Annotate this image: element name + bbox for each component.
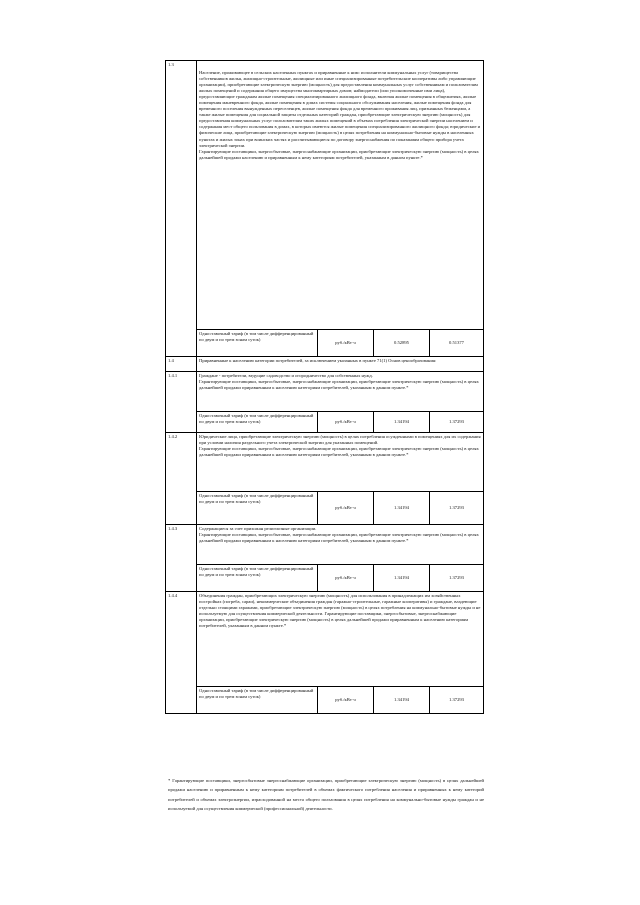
table-row	[166, 433, 484, 492]
supplier-text: Гарантирующие поставщики, энергосбытовые, энергоснабжающие организации, приобретающие электрическую энергию (мощность) в целях дальнейшей продажи приравненным к населению категориям потребителей, указанным в данном пункте.*	[199, 379, 479, 391]
value-cell-1: 1.34194	[374, 565, 430, 592]
supplier-text: Гарантирующие поставщики, энергосбытовые, энергоснабжающие организации, приобретающие электрическую энергию (мощность) в целях дальнейшей продажи приравненным к населению категориям потребителей, указанным в данном пункте.*	[199, 532, 479, 544]
table-row	[166, 61, 484, 330]
value-cell-1: 1.34194	[374, 492, 430, 525]
row-number: 1.4.1	[166, 372, 197, 433]
table-row	[166, 412, 484, 433]
footnote: * Гарантирующие поставщики, энергосбытовые энергоснабжающие организации, приобретающие электрическую энергию (мощность) в целях дальнейшей продажи населению и приравненным к нему категориям потребителей в объемах фактического потребления населения и приравненных к нему категорий потребителей и объемах электроэнергии, израсходованной на места общего пользования в целях потребления на коммунально-бытовые нужды граждан и не используемой для осуществления коммерческой (профессиональной) деятельности.	[168, 778, 484, 811]
table-row	[166, 687, 484, 714]
category-text: Содержащиеся за счет прихожан религиозные организации.	[199, 526, 317, 531]
category-description	[197, 61, 484, 330]
category-description: Приравненные к населению категории потребителей, за исключением указанных в пункте 71(1) Основ ценообразования:	[197, 357, 484, 372]
value-cell-2: 0.51377	[430, 330, 484, 357]
unit-cell: руб./кВт·ч	[318, 330, 374, 357]
value-cell-2: 1.37293	[430, 412, 484, 433]
category-text: Население, проживающее в сельских населенных пунктах и приравненные к ним: исполнители коммунальных услуг (товарищества собственников жилья, жилищно-строительные, жилищные или иные специализированные потребительские кооперативы либо управляющие организации), приобретающие электрическую энергию (мощность) для предоставления коммунальных услуг собственникам и пользователям жилых помещений и содержания общего имущества многоквартирных домов; наймодатели (или уполномоченные ими лица), предоставляющие гражданам жилые помещения специализированного жилищного фонда, включая жилые помещения в общежитиях, жилые помещения маневренного фонда, жилые помещения в домах системы социального обслуживания населения, жилые помещения фонда для временного поселения вынужденных переселенцев, жилые помещения фонда для временного проживания лиц, признанных беженцами, а также жилые помещения для социальной защиты отдельных категорий граждан, приобретающие электрическую энергию (мощность) для предоставления коммунальных услуг пользователям таких жилых помещений в объемах потребления электрической энергии населением и содержания мест общего пользования в домах, в которых имеются жилые помещения специализированного жилищного фонда; юридические и физические лица, приобретающие электрическую энергию (мощность) в целях потребления на коммунально-бытовые нужды в населенных пунктах и жилых зонах при воинских частях и рассчитывающиеся по договору энергоснабжения по показаниям общего прибора учета электрической энергии.	[199, 70, 481, 148]
value-cell-1: 1.34194	[374, 687, 430, 714]
tariff-label: Одноставочный тариф (в том числе дифференцированный по двум и по трем зонам суток)	[197, 492, 318, 525]
value-cell-1: 0.52895	[374, 330, 430, 357]
category-description: Объединения граждан, приобретающих электрическую энергию (мощность) для использования в принадлежащих им хозяйственных постройках (погреба, сараи), некоммерческие объединения граждан (гаражно-строительные, гаражные кооперативы) и граждане, владеющие отдельно стоящими гаражами, приобретающие электрическую энергию (мощность) в целях потребления на коммунально-бытовые нужды и не используемую для осуществления коммерческой деятельности. Гарантирующие поставщики, энергосбытовые, энергоснабжающие организации, приобретающие электрическую энергию (мощность) в целях дальнейшей продажи приравненным к населению категориям потребителей, указанным в данном пункте.*	[197, 592, 484, 687]
category-description	[197, 433, 484, 492]
table-row	[166, 565, 484, 592]
category-description	[197, 372, 484, 412]
table-row	[166, 525, 484, 565]
value-cell-2: 1.37293	[430, 492, 484, 525]
tariff-label: Одноставочный тариф (в том числе дифференцированный по двум и по трем зонам суток)	[197, 565, 318, 592]
tariff-table	[165, 60, 484, 714]
table-row	[166, 492, 484, 525]
supplier-text: Гарантирующие поставщики, энергосбытовые, энергоснабжающие организации, приобретающие электрическую энергию (мощность) в целях дальнейшей продажи населению и приравненным к нему категориям потребителей, указанным в данном пункте.*	[199, 148, 479, 160]
unit-cell: руб./кВт·ч	[318, 565, 374, 592]
row-number: 1.4.2	[166, 433, 197, 525]
table-row	[166, 372, 484, 412]
unit-cell: руб./кВт·ч	[318, 687, 374, 714]
category-description	[197, 525, 484, 565]
value-cell-2: 1.37293	[430, 687, 484, 714]
tariff-label: Одноставочный тариф (в том числе дифференцированный по двум и по трем зонам суток)	[197, 412, 318, 433]
unit-cell: руб./кВт·ч	[318, 412, 374, 433]
tariff-label: Одноставочный тариф (в том числе дифференцированный по двум и по трем зонам суток)	[197, 330, 318, 357]
row-number: 1.3	[166, 61, 197, 357]
value-cell-2: 1.37293	[430, 565, 484, 592]
row-number: 1.4.4	[166, 592, 197, 714]
category-text: Граждане - потребители, ведущие садоводство и огородничество для собственных нужд.	[199, 373, 373, 378]
table-row	[166, 592, 484, 687]
unit-cell: руб./кВт·ч	[318, 492, 374, 525]
table-row	[166, 357, 484, 372]
tariff-label: Одноставочный тариф (в том числе дифференцированный по двум и по трем зонам суток)	[197, 687, 318, 714]
table-row	[166, 330, 484, 357]
supplier-text: Гарантирующие поставщики, энергосбытовые, энергоснабжающие организации, приобретающие электрическую энергию (мощность) в целях дальнейшей продажи приравненным к населению категориям потребителей, указанным в данном пункте.*	[199, 446, 479, 458]
category-text: Юридические лица, приобретающие электрическую энергию (мощность) в целях потребления осужденными в помещениях для их содержания при условии наличия раздельного учета электрической энергии для указанных помещений.	[199, 434, 481, 446]
value-cell-1: 1.34194	[374, 412, 430, 433]
row-number: 1.4.3	[166, 525, 197, 592]
row-number: 1.4	[166, 357, 197, 372]
